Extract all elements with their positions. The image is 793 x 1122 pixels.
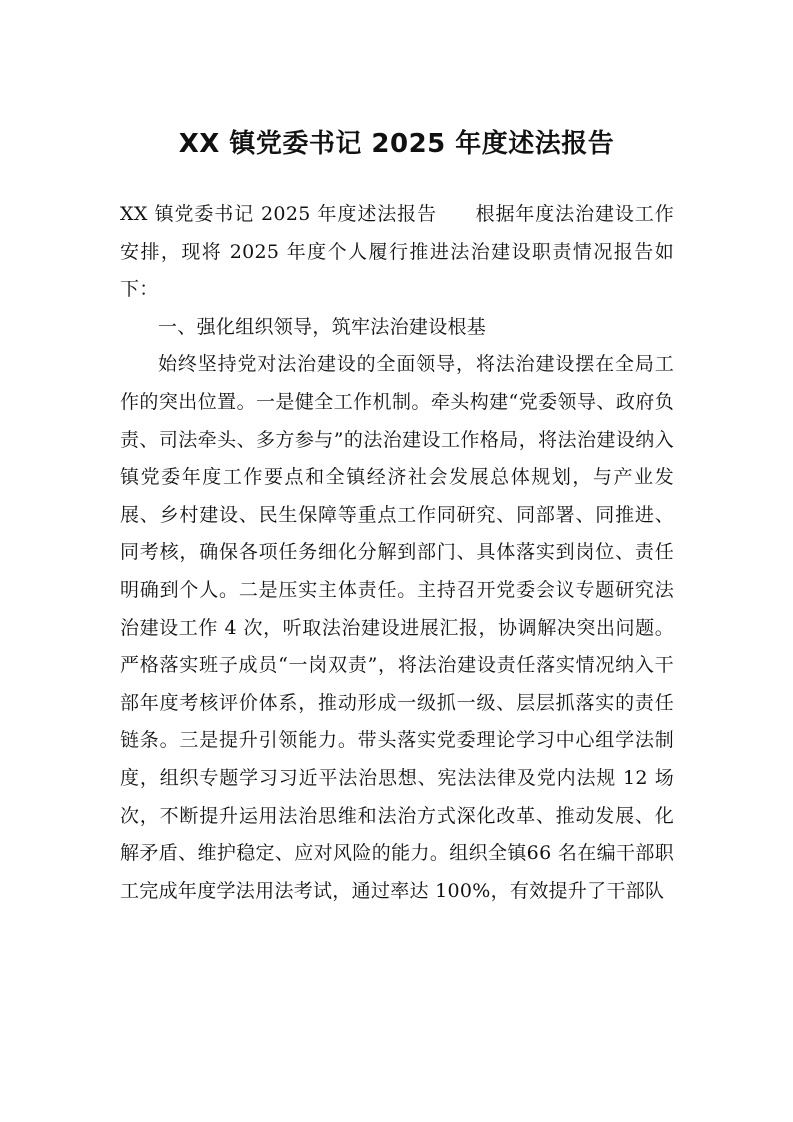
intro-text: 根据年度法治建设工作安排，现将 2025 年度个人履行推进法治建设职责情况报告如下： xyxy=(120,203,674,301)
document-body xyxy=(120,196,674,910)
section-1-body: 始终坚持党对法治建设的全面领导，将法治建设摆在全局工作的突出位置。一是健全工作机制。牵头构建“党委领导、政府负责、司法牵头、多方参与”的法治建设工作格局，将法治建设纳入镇党委年度工作要点和全镇经济社会发展总体规划，与产业发展、乡村建设、民生保障等重点工作同研究、同部署、同推进、同考核，确保各项任务细化分解到部门、具体落实到岗位、责任明确到个人。二是压实主体责任。主持召开党委会议专题研究法治建设工作 4 次，听取法治建设进展汇报，协调解决突出问题。严格落实班子成员“一岗双责”，将法治建设责任落实情况纳入干部年度考核评价体系，推动形成一级抓一级、层层抓落实的责任链条。三是提升引领能力。带头落实党委理论学习中心组学法制度，组织专题学习习近平法治思想、宪法法律及党内法规 12 场次，不断提升运用法治思维和法治方式深化改革、推动发展、化解矛盾、维护稳定、应对风险的能力。组织全镇66 名在编干部职工完成年度学法用法考试，通过率达 100%，有效提升了干部队 xyxy=(120,353,674,902)
section-1-heading: 一、强化组织领导，筑牢法治建设根基 xyxy=(158,315,487,338)
document-title: XX 镇党委书记 2025 年度述法报告 xyxy=(178,129,615,159)
intro-paragraph xyxy=(120,196,674,309)
intro-lead: XX 镇党委书记 2025 年度述法报告 xyxy=(120,203,437,225)
